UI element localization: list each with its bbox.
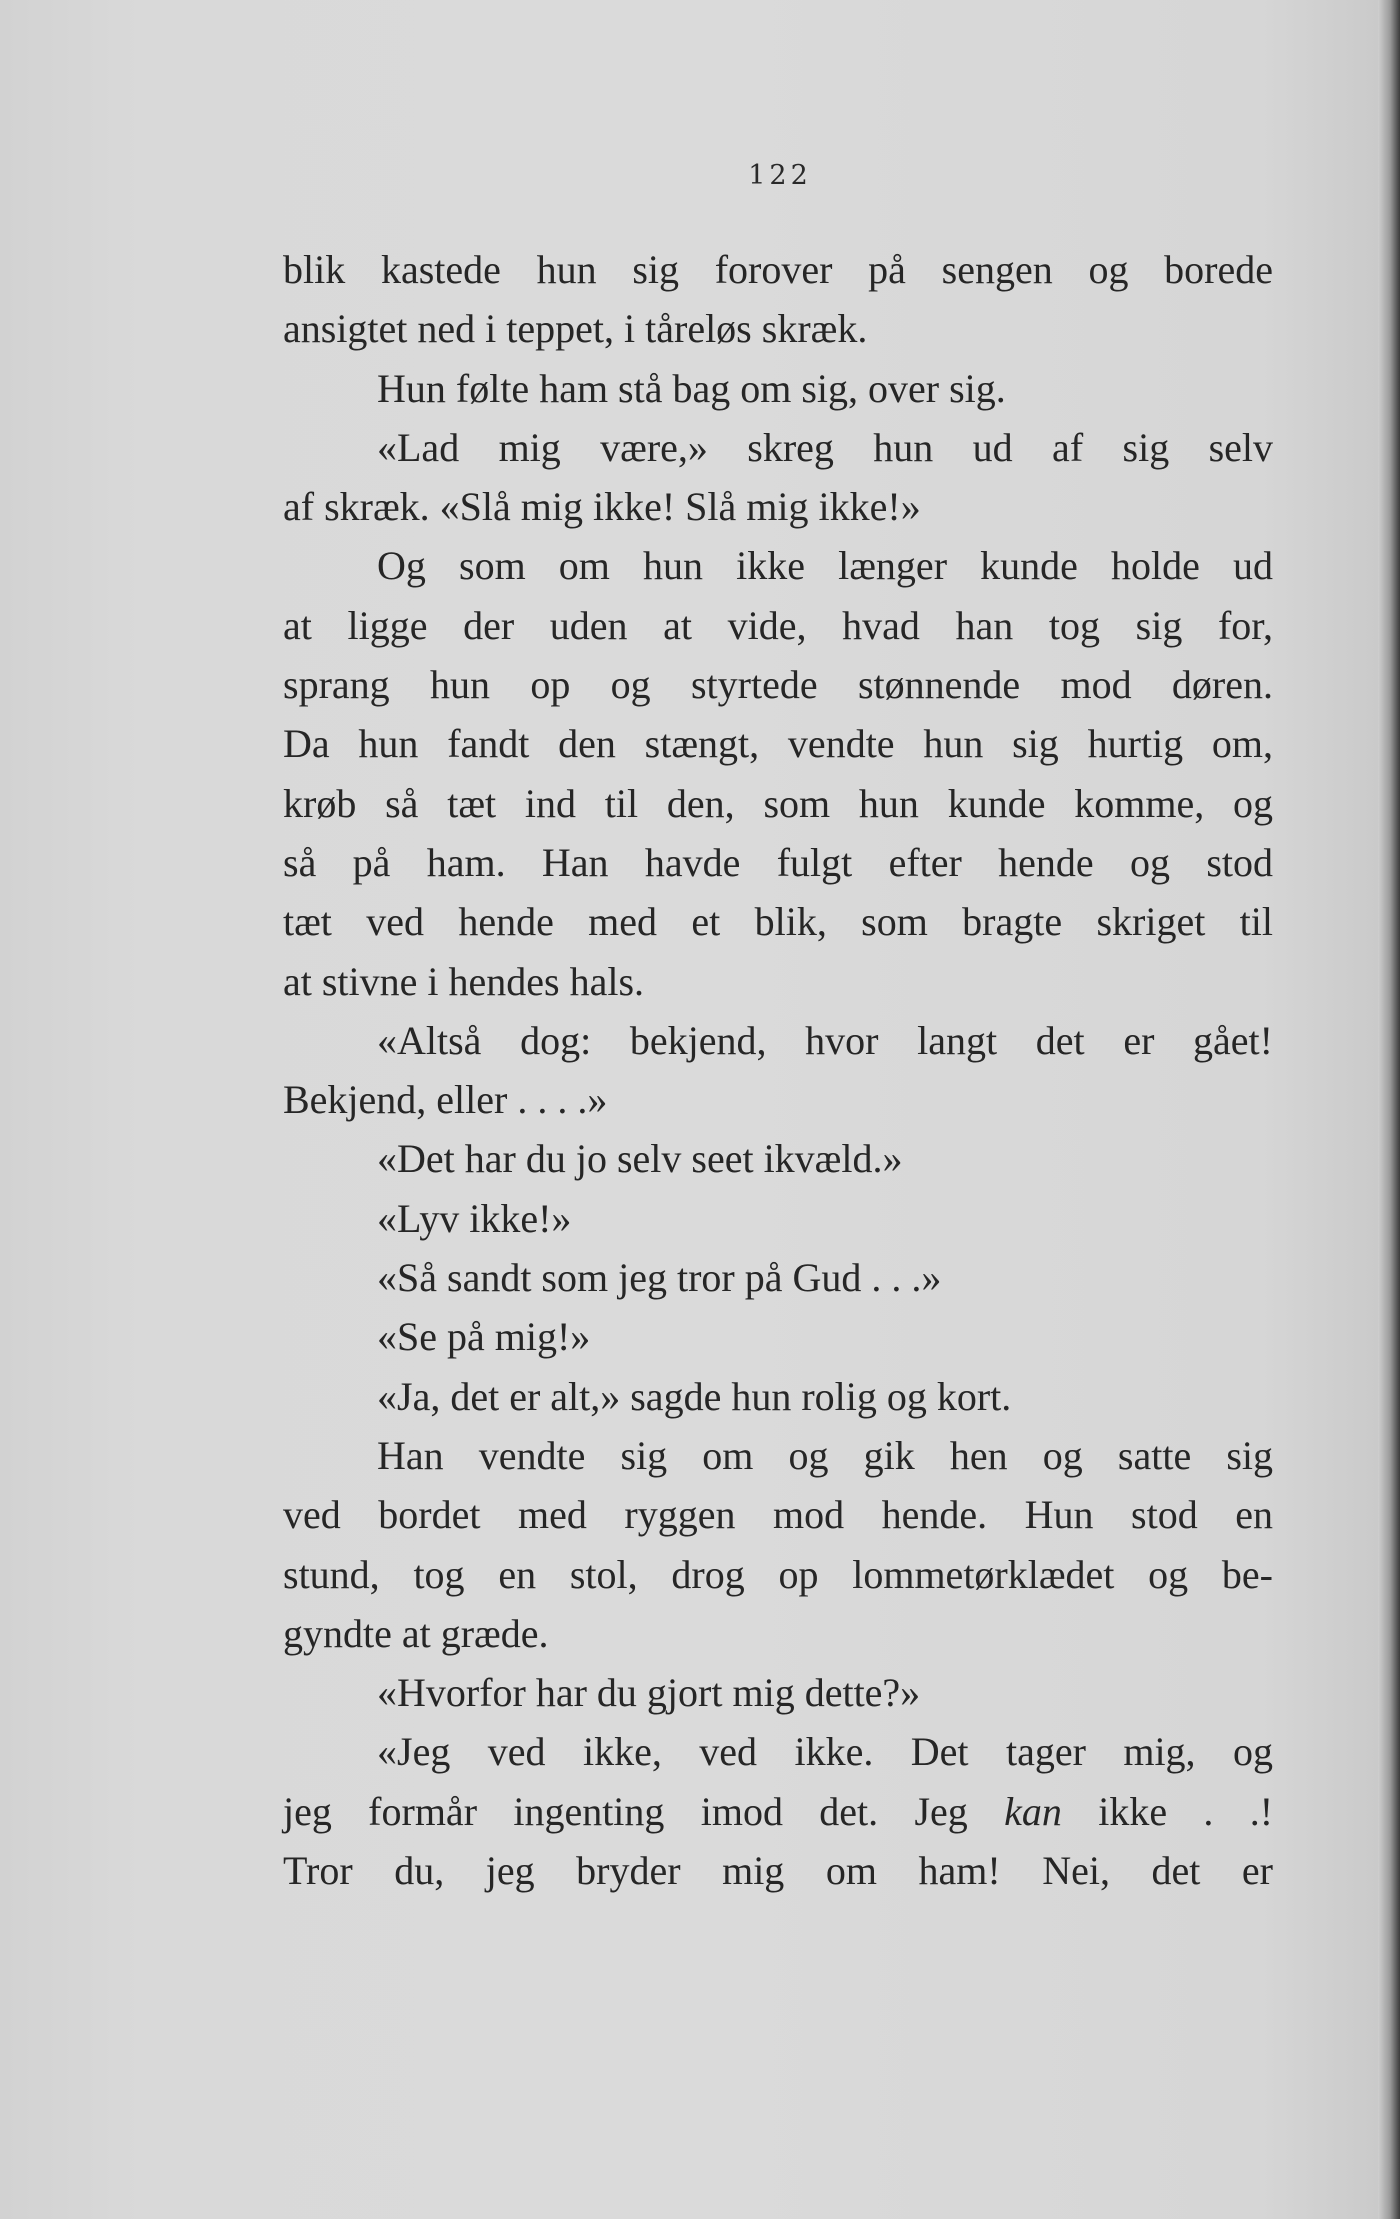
text-line: Bekjend, eller . . . .» bbox=[283, 1077, 608, 1123]
text-line: Han vendte sig om og gik hen og satte sig bbox=[377, 1432, 1273, 1478]
text-line: ved bordet med ryggen mod hende. Hun stod en bbox=[283, 1492, 1273, 1538]
text-line: blik kastede hun sig forover på sengen og borede bbox=[283, 247, 1273, 292]
text-line: «Hvorfor har du gjort mig dette?» bbox=[377, 1670, 921, 1716]
text-line: «Så sandt som jeg tror på Gud . . .» bbox=[377, 1255, 942, 1301]
text-line: «Lyv ikke!» bbox=[377, 1195, 572, 1241]
text-line: «Jeg ved ikke, ved ikke. Det tager mig, og bbox=[377, 1729, 1273, 1775]
body-text bbox=[283, 240, 1273, 1900]
text-line: gyndte at græde. bbox=[283, 1610, 549, 1656]
text-line: Og som om hun ikke længer kunde holde ud bbox=[377, 543, 1273, 589]
italic-word: kan bbox=[1004, 1788, 1062, 1834]
text-line bbox=[283, 1782, 1273, 1841]
text-line: «Se på mig!» bbox=[377, 1314, 591, 1360]
text-line: Hun følte ham stå bag om sig, over sig. bbox=[377, 365, 1006, 411]
text-line: «Lad mig være,» skreg hun ud af sig selv bbox=[377, 424, 1273, 470]
text-line: Tror du, jeg bryder mig om ham! Nei, det er bbox=[283, 1848, 1273, 1894]
text-line: at stivne i hendes hals. bbox=[283, 958, 645, 1004]
text-line-segment: ikke . .! bbox=[1098, 1788, 1274, 1834]
text-line: Da hun fandt den stængt, vendte hun sig hurtig om, bbox=[283, 721, 1273, 767]
text-line: «Altså dog: bekjend, hvor langt det er gået! bbox=[377, 1017, 1273, 1063]
text-line: «Ja, det er alt,» sagde hun rolig og kort. bbox=[377, 1373, 1012, 1419]
text-line: ansigtet ned i teppet, i tåreløs skræk. bbox=[283, 306, 868, 352]
text-line: stund, tog en stol, drog op lommetørklædet og be- bbox=[283, 1551, 1273, 1597]
text-line: sprang hun op og styrtede stønnende mod døren. bbox=[283, 662, 1273, 708]
text-line: krøb så tæt ind til den, som hun kunde komme, og bbox=[283, 780, 1273, 826]
text-line: så på ham. Han havde fulgt efter hende og stod bbox=[283, 839, 1273, 885]
page-number: 122 bbox=[748, 160, 812, 191]
text-line-segment: jeg formår ingenting imod det. Jeg bbox=[283, 1788, 968, 1834]
text-line: «Det har du jo selv seet ikvæld.» bbox=[377, 1136, 903, 1182]
page-edge-shadow bbox=[1378, 0, 1400, 2219]
text-line: af skræk. «Slå mig ikke! Slå mig ikke!» bbox=[283, 484, 921, 530]
text-line: tæt ved hende med et blik, som bragte skriget til bbox=[283, 899, 1273, 945]
text-line: at ligge der uden at vide, hvad han tog sig for, bbox=[283, 602, 1273, 648]
